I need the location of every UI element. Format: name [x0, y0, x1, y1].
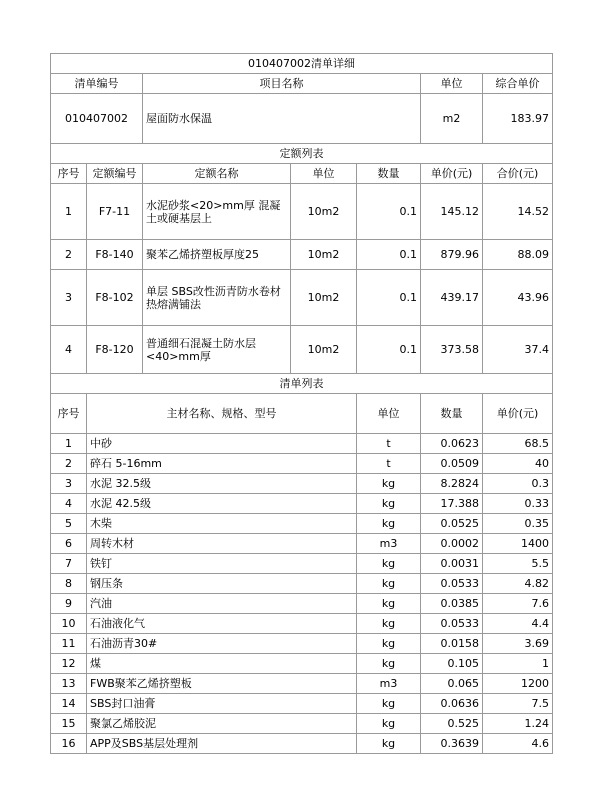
quota-code: F8-102 [87, 270, 143, 326]
material-seq-header: 序号 [51, 394, 87, 434]
material-unit: kg [357, 594, 421, 614]
quota-seq: 2 [51, 240, 87, 270]
quota-price: 879.96 [421, 240, 483, 270]
title-row [51, 54, 553, 74]
quota-unit: 10m2 [291, 270, 357, 326]
material-seq: 3 [51, 474, 87, 494]
material-price: 1400 [483, 534, 553, 554]
material-name: 木柴 [87, 514, 357, 534]
material-qty: 0.0002 [421, 534, 483, 554]
material-row [51, 594, 553, 614]
quota-qty: 0.1 [357, 326, 421, 374]
material-qty: 0.0525 [421, 514, 483, 534]
material-name: 中砂 [87, 434, 357, 454]
material-unit: kg [357, 694, 421, 714]
material-price: 4.82 [483, 574, 553, 594]
material-unit: kg [357, 734, 421, 754]
quota-total: 88.09 [483, 240, 553, 270]
material-row [51, 634, 553, 654]
material-seq: 7 [51, 554, 87, 574]
material-qty: 0.0509 [421, 454, 483, 474]
quota-price: 439.17 [421, 270, 483, 326]
material-seq: 4 [51, 494, 87, 514]
material-row [51, 554, 553, 574]
material-price: 4.6 [483, 734, 553, 754]
material-price: 1 [483, 654, 553, 674]
material-name: 铁钉 [87, 554, 357, 574]
quota-price: 373.58 [421, 326, 483, 374]
bill-price-header: 综合单价 [483, 74, 553, 94]
material-name: 石油沥青30# [87, 634, 357, 654]
quota-seq: 1 [51, 184, 87, 240]
quota-qty: 0.1 [357, 270, 421, 326]
material-row [51, 494, 553, 514]
material-price: 1.24 [483, 714, 553, 734]
material-price: 7.6 [483, 594, 553, 614]
material-qty: 0.0623 [421, 434, 483, 454]
quota-total-header: 合价(元) [483, 164, 553, 184]
material-unit: kg [357, 554, 421, 574]
material-price: 40 [483, 454, 553, 474]
material-seq: 14 [51, 694, 87, 714]
material-price: 0.35 [483, 514, 553, 534]
material-name: 煤 [87, 654, 357, 674]
material-row [51, 614, 553, 634]
bill-name: 屋面防水保温 [143, 94, 421, 144]
quota-code: F8-120 [87, 326, 143, 374]
material-unit: t [357, 454, 421, 474]
page-title: 010407002清单详细 [51, 54, 553, 74]
material-qty-header: 数量 [421, 394, 483, 434]
material-unit: m3 [357, 674, 421, 694]
material-row [51, 574, 553, 594]
quota-name: 水泥砂浆<20>mm厚 混凝土或硬基层上 [143, 184, 291, 240]
material-qty: 0.525 [421, 714, 483, 734]
material-name: 汽油 [87, 594, 357, 614]
material-seq: 5 [51, 514, 87, 534]
material-qty: 0.0533 [421, 574, 483, 594]
bill-name-header: 项目名称 [143, 74, 421, 94]
material-unit: kg [357, 654, 421, 674]
material-row [51, 694, 553, 714]
quota-code-header: 定额编号 [87, 164, 143, 184]
material-unit: kg [357, 714, 421, 734]
material-seq: 12 [51, 654, 87, 674]
bill-unit-header: 单位 [421, 74, 483, 94]
material-unit: kg [357, 474, 421, 494]
quota-name: 单层 SBS改性沥青防水卷材 热熔满铺法 [143, 270, 291, 326]
material-unit: kg [357, 514, 421, 534]
material-qty: 0.0533 [421, 614, 483, 634]
material-row [51, 514, 553, 534]
quota-qty: 0.1 [357, 240, 421, 270]
material-name: 聚氯乙烯胶泥 [87, 714, 357, 734]
quota-unit: 10m2 [291, 326, 357, 374]
material-price-header: 单价(元) [483, 394, 553, 434]
quota-header-row [51, 164, 553, 184]
material-unit: kg [357, 574, 421, 594]
quota-total: 14.52 [483, 184, 553, 240]
quota-code: F8-140 [87, 240, 143, 270]
material-name: 石油液化气 [87, 614, 357, 634]
quota-total: 43.96 [483, 270, 553, 326]
bill-code: 010407002 [51, 94, 143, 144]
quota-name-header: 定额名称 [143, 164, 291, 184]
material-qty: 8.2824 [421, 474, 483, 494]
material-seq: 13 [51, 674, 87, 694]
quota-section-title: 定额列表 [51, 144, 553, 164]
material-section-row [51, 374, 553, 394]
material-name: 钢压条 [87, 574, 357, 594]
quota-row [51, 326, 553, 374]
quota-total: 37.4 [483, 326, 553, 374]
material-unit-header: 单位 [357, 394, 421, 434]
material-qty: 0.0158 [421, 634, 483, 654]
material-section-title: 清单列表 [51, 374, 553, 394]
quota-row [51, 270, 553, 326]
material-qty: 0.105 [421, 654, 483, 674]
material-row [51, 474, 553, 494]
quota-price-header: 单价(元) [421, 164, 483, 184]
bill-unit: m2 [421, 94, 483, 144]
material-qty: 0.3639 [421, 734, 483, 754]
quota-section-row [51, 144, 553, 164]
quota-name: 聚苯乙烯挤塑板厚度25 [143, 240, 291, 270]
quota-qty-header: 数量 [357, 164, 421, 184]
material-row [51, 434, 553, 454]
material-row [51, 714, 553, 734]
bill-header-row [51, 74, 553, 94]
material-seq: 2 [51, 454, 87, 474]
material-name: APP及SBS基层处理剂 [87, 734, 357, 754]
bill-price: 183.97 [483, 94, 553, 144]
material-unit: m3 [357, 534, 421, 554]
material-qty: 0.0636 [421, 694, 483, 714]
material-row [51, 534, 553, 554]
quota-seq: 4 [51, 326, 87, 374]
material-qty: 0.065 [421, 674, 483, 694]
quota-unit: 10m2 [291, 240, 357, 270]
material-seq: 6 [51, 534, 87, 554]
material-unit: kg [357, 494, 421, 514]
material-qty: 0.0031 [421, 554, 483, 574]
material-unit: kg [357, 634, 421, 654]
material-seq: 8 [51, 574, 87, 594]
material-name: 周转木材 [87, 534, 357, 554]
bill-detail-table [50, 53, 553, 754]
bill-code-header: 清单编号 [51, 74, 143, 94]
material-price: 7.5 [483, 694, 553, 714]
material-seq: 10 [51, 614, 87, 634]
material-name: 水泥 32.5级 [87, 474, 357, 494]
quota-row [51, 240, 553, 270]
material-unit: t [357, 434, 421, 454]
material-name: FWB聚苯乙烯挤塑板 [87, 674, 357, 694]
material-seq: 9 [51, 594, 87, 614]
material-name-header: 主材名称、规格、型号 [87, 394, 357, 434]
quota-code: F7-11 [87, 184, 143, 240]
material-price: 4.4 [483, 614, 553, 634]
quota-unit-header: 单位 [291, 164, 357, 184]
material-row [51, 654, 553, 674]
material-header-row [51, 394, 553, 434]
material-price: 68.5 [483, 434, 553, 454]
material-price: 5.5 [483, 554, 553, 574]
material-price: 1200 [483, 674, 553, 694]
material-qty: 17.388 [421, 494, 483, 514]
material-unit: kg [357, 614, 421, 634]
quota-seq-header: 序号 [51, 164, 87, 184]
quota-seq: 3 [51, 270, 87, 326]
bill-row [51, 94, 553, 144]
quota-name: 普通细石混凝土防水层<40>mm厚 [143, 326, 291, 374]
material-seq: 15 [51, 714, 87, 734]
material-name: SBS封口油膏 [87, 694, 357, 714]
material-name: 碎石 5-16mm [87, 454, 357, 474]
material-seq: 11 [51, 634, 87, 654]
material-price: 0.3 [483, 474, 553, 494]
material-price: 0.33 [483, 494, 553, 514]
material-price: 3.69 [483, 634, 553, 654]
material-row [51, 454, 553, 474]
quota-qty: 0.1 [357, 184, 421, 240]
material-name: 水泥 42.5级 [87, 494, 357, 514]
material-seq: 16 [51, 734, 87, 754]
material-seq: 1 [51, 434, 87, 454]
material-row [51, 674, 553, 694]
quota-row [51, 184, 553, 240]
material-row [51, 734, 553, 754]
quota-unit: 10m2 [291, 184, 357, 240]
quota-price: 145.12 [421, 184, 483, 240]
material-qty: 0.0385 [421, 594, 483, 614]
